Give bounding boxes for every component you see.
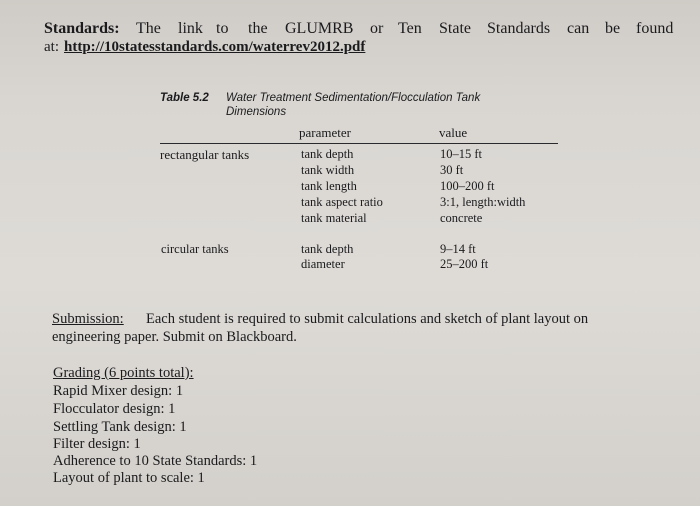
standards-word: to	[216, 20, 229, 37]
table-cell-parameter: tank material	[301, 211, 367, 225]
standards-word: link	[178, 20, 203, 37]
table-cell-value: 3:1, length:width	[440, 195, 526, 209]
grading-item: Adherence to 10 State Standards: 1	[53, 453, 258, 469]
grading-item: Layout of plant to scale: 1	[53, 470, 205, 486]
submission-text-line2: engineering paper. Submit on Blackboard.	[52, 329, 297, 345]
table-group-label: circular tanks	[161, 242, 229, 256]
table-header-parameter: parameter	[299, 125, 351, 140]
standards-word: Standards	[487, 20, 551, 37]
table-cell-value: 30 ft	[440, 163, 464, 177]
standards-word: Ten	[398, 20, 422, 37]
standards-label: Standards:	[44, 20, 120, 37]
grading-item: Settling Tank design: 1	[53, 419, 187, 435]
table-group-label: rectangular tanks	[160, 147, 250, 162]
table-caption-title-line2: Dimensions	[226, 106, 287, 118]
table-cell-parameter: tank depth	[301, 242, 354, 256]
grading-title: Grading (6 points total):	[53, 365, 194, 381]
standards-word: GLUMRB	[285, 20, 354, 37]
grading-item: Rapid Mixer design: 1	[53, 383, 184, 399]
table-header-rule	[160, 143, 558, 144]
table-cell-parameter: tank aspect ratio	[301, 195, 383, 209]
table-caption-title: Water Treatment Sedimentation/Flocculation Tank	[226, 92, 481, 104]
table-header-value: value	[439, 125, 468, 140]
table-cell-value: 9–14 ft	[440, 242, 476, 256]
table-caption-number: Table 5.2	[160, 92, 209, 104]
submission-text: Each student is required to submit calculations and sketch of plant layout on	[146, 311, 589, 327]
table-cell-value: 100–200 ft	[440, 179, 495, 193]
submission-label: Submission:	[52, 311, 124, 327]
standards-link[interactable]: http://10statesstandards.com/waterrev2012.pdf	[64, 39, 366, 55]
grading-item: Filter design: 1	[53, 436, 141, 452]
grading-item: Flocculator design: 1	[53, 401, 176, 417]
standards-word: or	[370, 20, 384, 37]
standards-word: the	[248, 20, 268, 37]
standards-word: The	[136, 20, 161, 37]
standards-word: can	[567, 20, 590, 37]
standards-word: found	[636, 20, 674, 37]
table-cell-parameter: tank depth	[301, 147, 354, 161]
table-cell-parameter: diameter	[301, 257, 345, 271]
table-cell-value: 25–200 ft	[440, 257, 489, 271]
standards-word: State	[439, 20, 471, 37]
standards-word: be	[605, 20, 621, 37]
table-cell-parameter: tank length	[301, 179, 357, 193]
table-cell-value: concrete	[440, 211, 483, 225]
table-cell-value: 10–15 ft	[440, 147, 483, 161]
standards-at: at:	[44, 39, 59, 55]
table-cell-parameter: tank width	[301, 163, 355, 177]
